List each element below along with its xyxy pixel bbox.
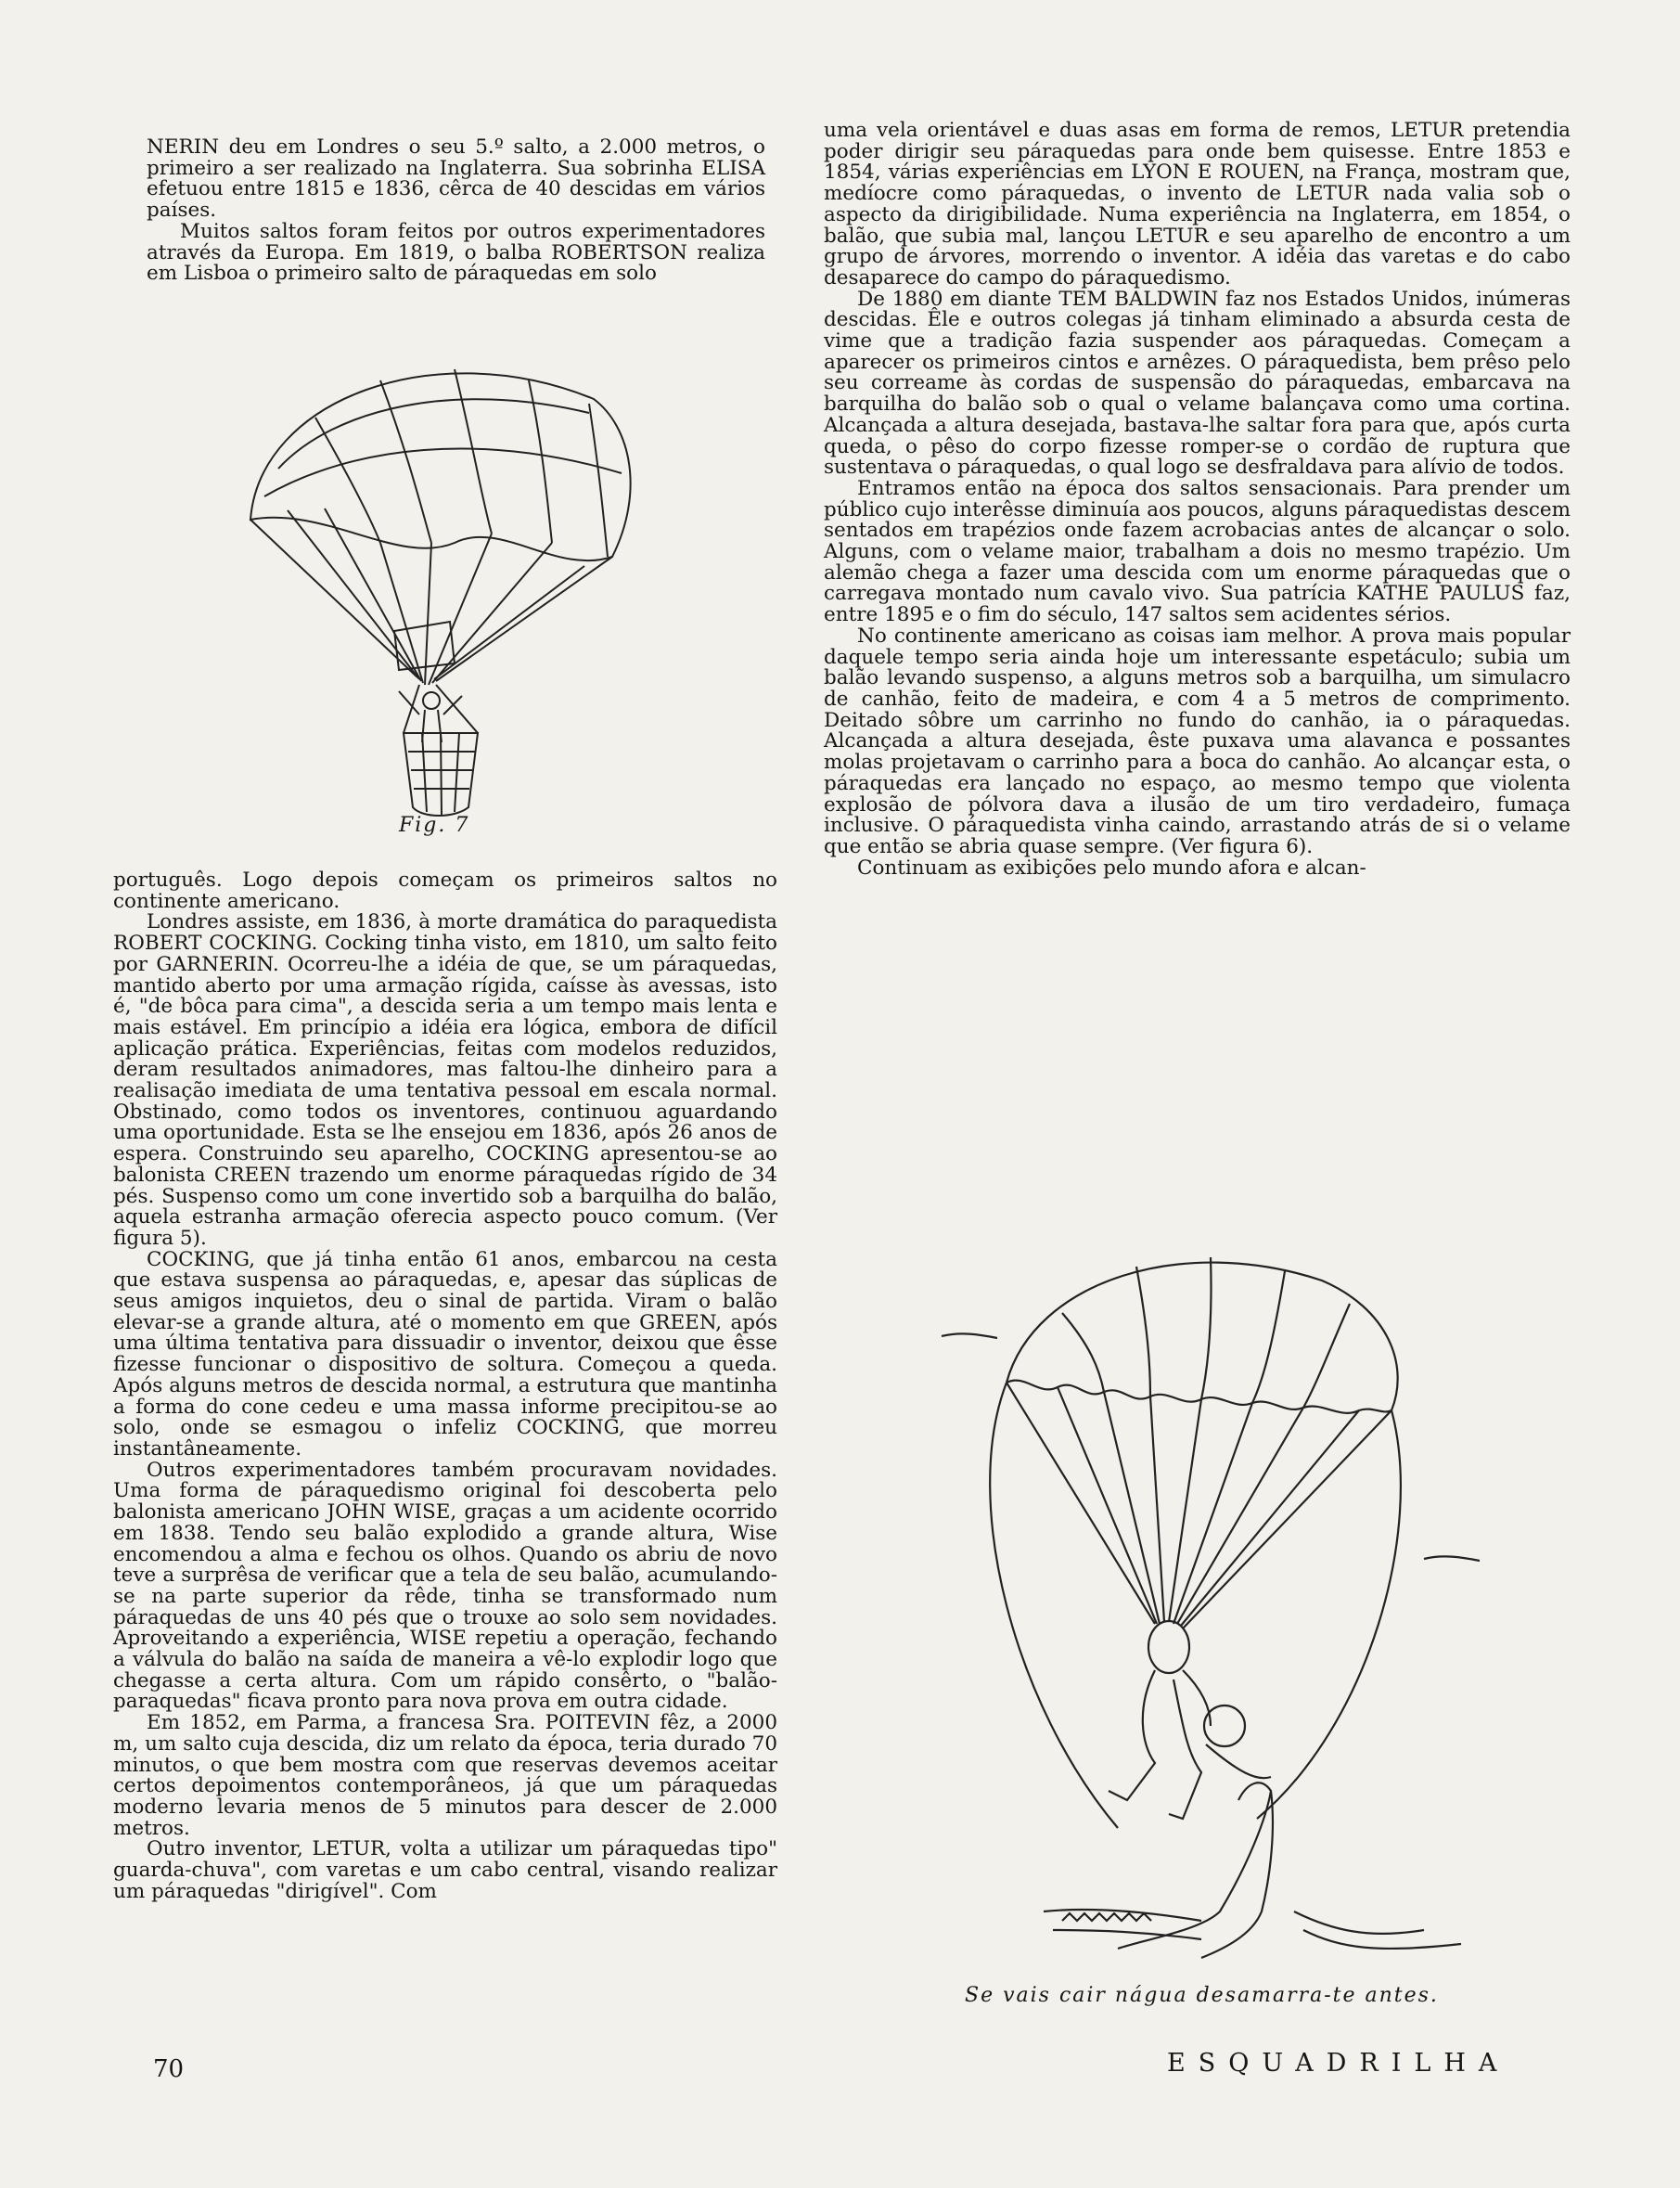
paragraph: Continuam as exibições pelo mundo afora e alcan- [857, 856, 1366, 880]
article-column-right [824, 121, 1571, 879]
parachute-basket-drawing [223, 343, 659, 826]
paragraph: uma vela orientável e duas asas em forma de remos, LETUR pretendia poder dirigir seu páraquedas para onde bem quisesse. Entre 1853 e 1854, várias experiências em LYON E ROUEN, na França, mostram que, medíocre como páraquedas, o invento de LETUR nada valia sob o aspecto da dirigibilidade. Numa experiência na Inglaterra, em 1854, o balão, que subia mal, lançou LETUR e seu aparelho de encontro a um grupo de árvores, morrendo o inventor. A idéia das varetas e do cabo desaparece do campo do páraquedismo. [824, 119, 1571, 290]
paragraph: NERIN deu em Londres o seu 5.º salto, a 2.000 metros, o primeiro a ser realizado na Inglaterra. Sua sobrinha ELISA efetuou entre 1815 e 1836, cêrca de 40 descidas em vários países. [147, 135, 765, 223]
magazine-title: ESQUADRILHA [1167, 2049, 1510, 2078]
paragraph: COCKING, que já tinha então 61 anos, embarcou na cesta que estava suspensa ao páraquedas, e, apesar das súplicas de seus amigos inquietos, deu o sinal de partida. Viram o balão elevar-se a grande altura, até o momento em que GREEN, após uma última tentativa para dissuadir o inventor, deixou que êsse fizesse funcionar o dispositivo de soltura. Começou a queda. Após alguns metros de descida normal, a estrutura que mantinha a forma do cone cedeu e uma massa informe precipitou-se ao solo, onde se esmagou o infeliz COCKING, que morreu instantâneamente. [113, 1247, 777, 1461]
cartoon-caption: Se vais cair nágua desamarra-te antes. [965, 1984, 1439, 2007]
paragraph: Outros experimentadores também procuravam novidades. Uma forma de páraquedismo original foi descoberta pelo balonista americano JOHN WISE, graças a um acidente ocorrido em 1838. Tendo seu balão explodido a grande altura, Wise encomendou a alma e fechou os olhos. Quando os abriu de novo teve a surprêsa de verificar que a tela de seu balão, acumulando-se na parte superior da rêde, tinha se transformado num páraquedas de uns 40 pés que o trouxe ao solo sem novidades. Aproveitando a experiência, WISE repetiu a operação, fechando a válvula do balão na saída de maneira a vê-lo explodir logo que chegasse a certa altura. Com um rápido consêrto, o "balão-paraquedas" ficava pronto para nova prova em outra cidade. [113, 1458, 777, 1714]
page-number: 70 [153, 2055, 185, 2083]
paragraph: Entramos então na época dos saltos sensacionais. Para prender um público cujo interêsse diminuía aos poucos, alguns páraquedistas descem sentados em trapézios onde fazem acrobacias antes de alcançar o solo. Alguns, com o velame maior, trabalham a dois no mesmo trapézio. Um alemão chega a fazer uma descida com um enorme páraquedas que o carregava montado num cavalo vivo. Sua patrícia KATHE PAULUS faz, entre 1895 e o fim do século, 147 saltos sem acidentes sérios. [824, 476, 1571, 627]
article-column-left-bottom [113, 870, 777, 1902]
figure-7-caption: Fig. 7 [399, 814, 470, 837]
paragraph: português. Logo depois começam os primeiros saltos no continente americano. [113, 869, 777, 913]
paragraph: No continente americano as coisas iam melhor. A prova mais popular daquele tempo seria ainda hoje um interessante espetáculo; subia um balão levando suspenso, a alguns metros sob a barquilha, um simulacro de canhão, feito de madeira, e com 4 a 5 metros de comprimento. Deitado sôbre um carrinho no fundo do canhão, ia o páraquedas. Alcançada a altura desejada, êste puxava uma alavanca e possantes molas projetavam o carrinho para a boca do canhão. Ao alcançar esta, o páraquedas era lançado no espaço, ao mesmo tempo que violenta explosão de pólvora dava a ilusão de um tiro verdadeiro, fumaça inclusive. O páraquedista vinha caindo, arrastando atrás de si o velame que então se abria quase sempre. (Ver figura 6). [824, 624, 1571, 858]
cartoon-drawing [904, 1225, 1498, 1986]
figure-7-parachute-illustration [223, 343, 659, 826]
paragraph: De 1880 em diante TEM BALDWIN faz nos Estados Unidos, inúmeras descidas. Êle e outros colegas já tinham eliminado a absurda cesta de vime que a tradição fazia suspender aos páraquedas. Começam a aparecer os primeiros cintos e arnêzes. O páraquedista, bem prêso pelo seu correame às cordas de suspensão do páraquedas, embarcava na barquilha do balão sob o qual o velame balançava como uma cortina. Alcançada a altura desejada, bastava-lhe saltar fora para que, após curta queda, o pêso do corpo fizesse romper-se o cordão de ruptura que sustentava o páraquedas, o qual logo se desfraldava para alívio de todos. [824, 287, 1571, 480]
article-column-left-top [147, 137, 765, 285]
paragraph: Outro inventor, LETUR, volta a utilizar um páraquedas tipo" guarda-chuva", com varetas e um cabo central, visando realizar um páraquedas "dirigível". Com [113, 1837, 777, 1903]
cartoon-parachutist-crocodile [904, 1225, 1498, 1986]
paragraph: Muitos saltos foram feitos por outros experimentadores através da Europa. Em 1819, o balba ROBERTSON realiza em Lisboa o primeiro salto de páraquedas em solo [147, 219, 765, 286]
paragraph: Em 1852, em Parma, a francesa Sra. POITEVIN fêz, a 2000 m, um salto cuja descida, diz um relato da época, teria durado 70 minutos, o que bem mostra com que reservas devemos aceitar certos depoimentos contemporâneos, já que um páraquedas moderno levaria menos de 5 minutos para descer de 2.000 metros. [113, 1711, 777, 1840]
paragraph: Londres assiste, em 1836, à morte dramática do paraquedista ROBERT COCKING. Cocking tinha visto, em 1810, um salto feito por GARNERIN. Ocorreu-lhe a idéia de que, se um páraquedas, mantido aberto por uma armação rígida, caísse às avessas, isto é, "de bôca para cima", a descida seria a um tempo mais lenta e mais estável. Em princípio a idéia era lógica, embora de difícil aplicação prática. Experiências, feitas com modelos reduzidos, deram resultados animadores, mas faltou-lhe dinheiro para a realisação imediata de uma tentativa pessoal em escala normal. Obstinado, como todos os inventores, continuou aguardando uma oportunidade. Esta se lhe ensejou em 1836, após 26 anos de espera. Construindo seu aparelho, COCKING apresentou-se ao balonista CREEN trazendo um enorme páraquedas rígido de 34 pés. Suspenso como um cone invertido sob a barquilha do balão, aquela estranha armação oferecia aspecto pouco comum. (Ver figura 5). [113, 910, 777, 1250]
